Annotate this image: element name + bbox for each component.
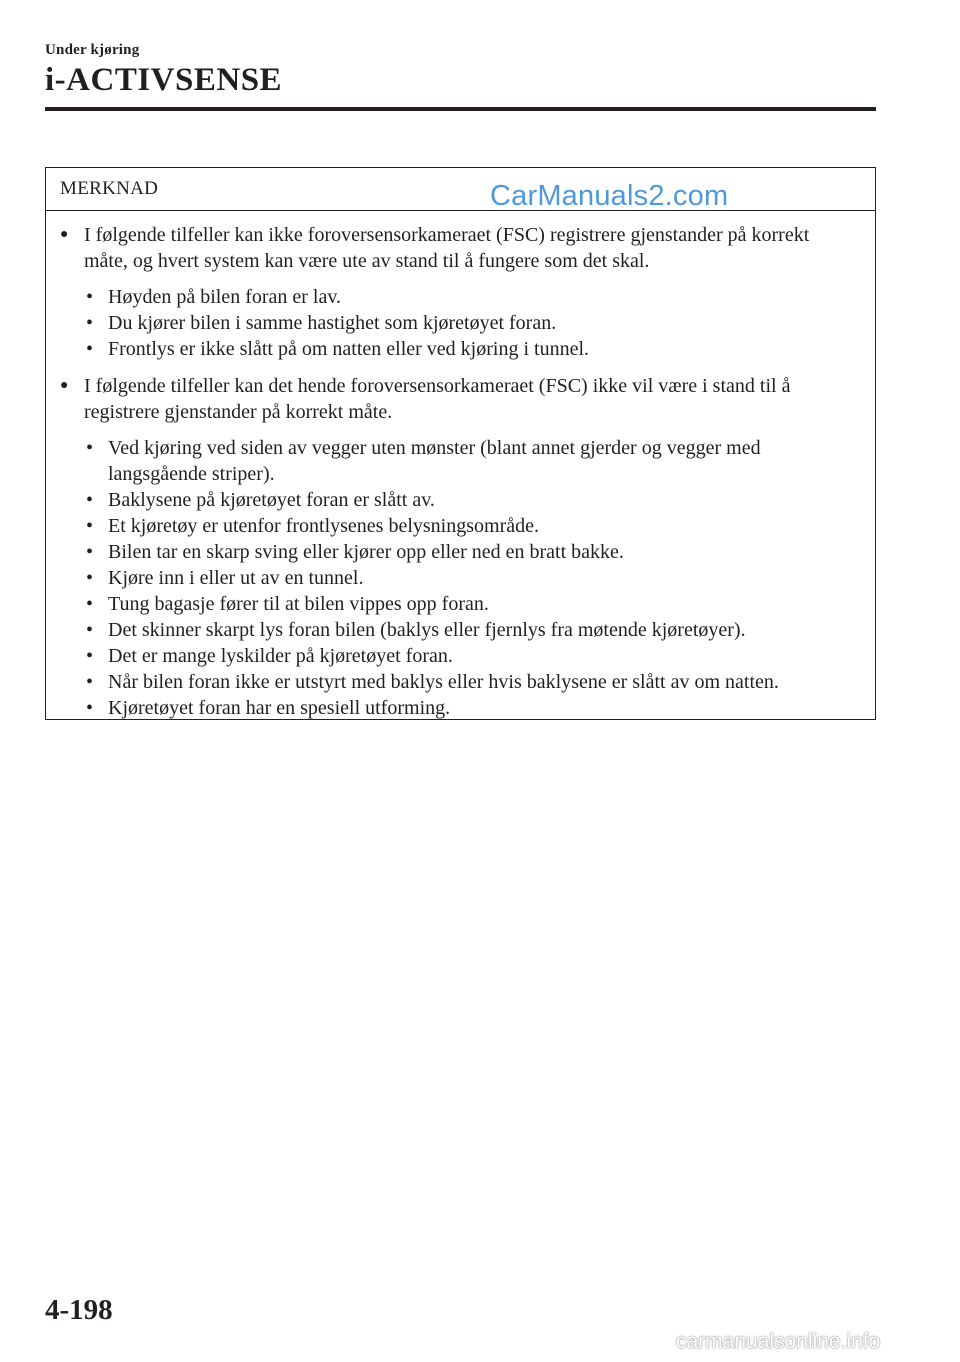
spacer (60, 362, 857, 373)
note-body (46, 211, 875, 721)
bullet-icon: • (86, 619, 94, 641)
list-item-text: Høyden på bilen foran er lav. (108, 286, 342, 308)
note-item (60, 373, 857, 721)
page-title: i-ACTIVSENSE (45, 62, 283, 98)
bullet-icon: • (86, 286, 94, 308)
note-item-text: I følgende tilfeller kan ikke foroversensorkameraet (FSC) registrere gjenstander på korrekt måte, og hvert system kan være ute av stand til å fungere som det skal. (84, 224, 810, 272)
list-item (84, 591, 857, 617)
title-rule (45, 107, 876, 111)
list-item (84, 643, 857, 669)
page-number: 4-198 (45, 1294, 113, 1326)
list-item-text: Ved kjøring ved siden av vegger uten mønster (blant annet gjerder og vegger med langsgående striper). (108, 437, 761, 485)
bullet-icon: • (86, 593, 94, 615)
bullet-icon: • (86, 489, 94, 511)
bullet-icon: • (86, 312, 94, 334)
list-item-text: Det skinner skarpt lys foran bilen (baklys eller fjernlys fra møtende kjøretøyer). (108, 619, 746, 641)
note-heading: MERKNAD (60, 178, 159, 199)
list-item-text: Det er mange lyskilder på kjøretøyet foran. (108, 645, 453, 667)
list-item-text: Kjøretøyet foran har en spesiell utforming. (108, 697, 451, 719)
list-item (84, 336, 857, 362)
bullet-icon: • (86, 567, 94, 589)
sub-list (84, 435, 857, 721)
list-item (84, 669, 857, 695)
bullet-icon: ● (60, 227, 69, 242)
bullet-icon: • (86, 515, 94, 537)
list-item-text: Baklysene på kjøretøyet foran er slått av. (108, 489, 435, 511)
list-item (84, 435, 857, 487)
section-label: Under kjøring (45, 42, 140, 58)
list-item (84, 617, 857, 643)
bullet-icon: • (86, 338, 94, 360)
note-header (46, 168, 875, 211)
bullet-icon: • (86, 697, 94, 719)
list-item-text: Bilen tar en skarp sving eller kjører opp eller ned en bratt bakke. (108, 541, 624, 563)
list-item-text: Frontlys er ikke slått på om natten eller ved kjøring i tunnel. (108, 338, 590, 360)
list-item (84, 565, 857, 591)
note-item-text: I følgende tilfeller kan det hende foroversensorkameraet (FSC) ikke vil være i stand til å registrere gjenstander på korrekt måte. (84, 375, 791, 423)
sub-list (84, 284, 857, 362)
watermark-logo: CarManuals2.com (490, 180, 729, 212)
list-item (84, 695, 857, 721)
list-item-text: Når bilen foran ikke er utstyrt med baklys eller hvis baklysene er slått av om natten. (108, 671, 779, 693)
bullet-icon: • (86, 645, 94, 667)
list-item (84, 513, 857, 539)
bullet-icon: • (86, 437, 94, 459)
list-item-text: Et kjøretøy er utenfor frontlysenes belysningsområde. (108, 515, 539, 537)
note-item (60, 222, 857, 362)
note-box (45, 167, 876, 720)
list-item-text: Du kjører bilen i samme hastighet som kjøretøyet foran. (108, 312, 557, 334)
list-item (84, 284, 857, 310)
footer-watermark: carmanualsonline.info (676, 1330, 881, 1353)
list-item (84, 539, 857, 565)
bullet-icon: ● (60, 378, 69, 393)
list-item-text: Kjøre inn i eller ut av en tunnel. (108, 567, 364, 589)
list-item (84, 487, 857, 513)
bullet-icon: • (86, 671, 94, 693)
list-item (84, 310, 857, 336)
list-item-text: Tung bagasje fører til at bilen vippes opp foran. (108, 593, 489, 615)
bullet-icon: • (86, 541, 94, 563)
